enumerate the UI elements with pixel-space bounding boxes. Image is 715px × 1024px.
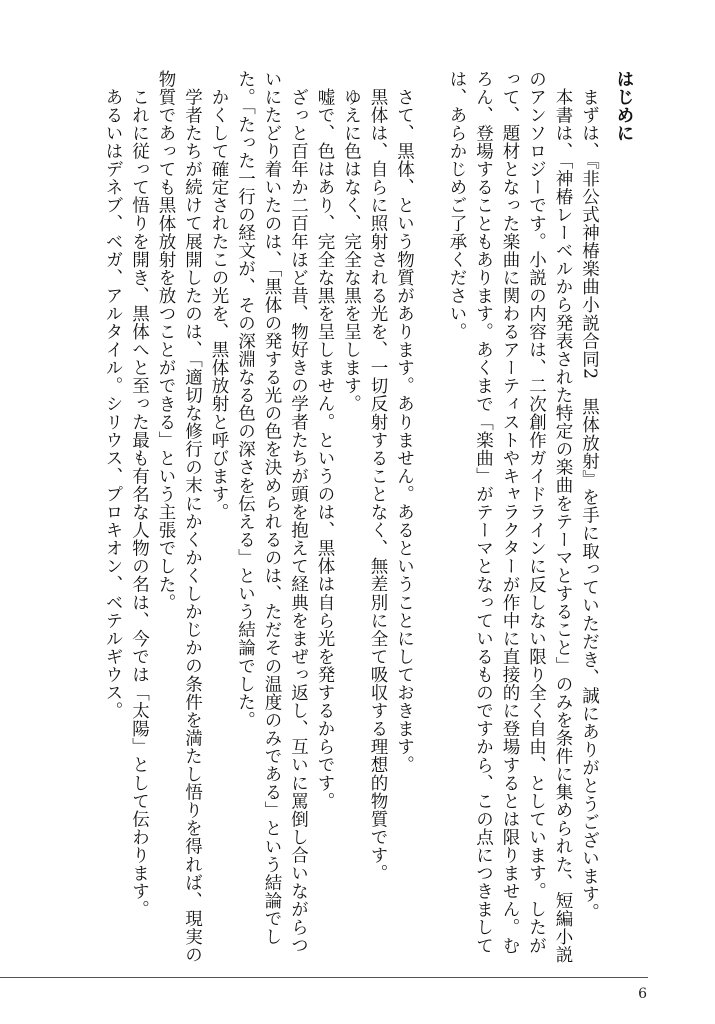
body-paragraph: さて、黒体、という物質があります。ありません。あるということにしておきます。 (394, 87, 415, 774)
body-paragraph: あるいはデネブ、ベガ、アルタイル。シリウス、プロキオン、ベテルギウス。 (103, 87, 123, 720)
page-number: 6 (638, 986, 647, 1002)
body-paragraph: ざっと百年か二百年ほど昔、物好きの学者たちが頭を抱えて経典をまぜっ返し、互いに罵倒し合いながらついにたどり着いたのは、「黒体の発する光の色を決められるのは、ただその温度のみである」という結論でした。「たった一行の経文が、その深淵なる色の深さを伝える」という結論でした。 (235, 70, 309, 954)
footer-rule (0, 977, 648, 978)
body-paragraph: かくして確定されたこの光を、黒体放射と呼びます。 (209, 87, 229, 521)
intro-paragraph: 本書は、「神椿レーベルから発表された特定の楽曲をテーマとすること」のみを条件に集められた、短編小説のアンソロジーです。小説の内容は、二次創作ガイドラインに反しない限り全く自由、としています。したがって、題材となった楽曲に関わるアーティストやキャラクターが作中に直接的に登場するとは限りません。むろん、登場することもあります。あくまで「楽曲」がテーマとなっているものですから、この点につきましては、あらかじめご了承ください。 (447, 70, 573, 964)
vertical-text-body (100, 70, 638, 970)
body-paragraph: ゆえに色はなく、完全な黒を呈します。 (341, 87, 362, 413)
body-paragraph: これに従って悟りを開き、黒体へと至った最も有名な人物の名は、今では「太陽」として伝わります。 (129, 87, 150, 918)
paragraph-gap (418, 70, 444, 970)
section-heading: はじめに (614, 70, 634, 143)
body-paragraph: 学者たちが続けて展開したのは、「適切な修行の末にかくかくしかじかの条件を満たし悟りを得れば、現実の物質であっても黒体放射を放つことができる」という主張でした。 (156, 70, 203, 964)
body-paragraph: 嘘で、色はあり、完全な黒を呈しません。というのは、黒体は自ら光を発するからです。 (315, 87, 335, 810)
body-paragraph: 黒体は、自らに照射される光を、一切反射することなく、無差別に全て吸収する理想的物質です。 (368, 87, 388, 882)
intro-paragraph: まずは、『非公式神椿楽曲小説合同2 黒体放射』を手に取っていただき、誠にありがとうございます。 (579, 87, 600, 921)
